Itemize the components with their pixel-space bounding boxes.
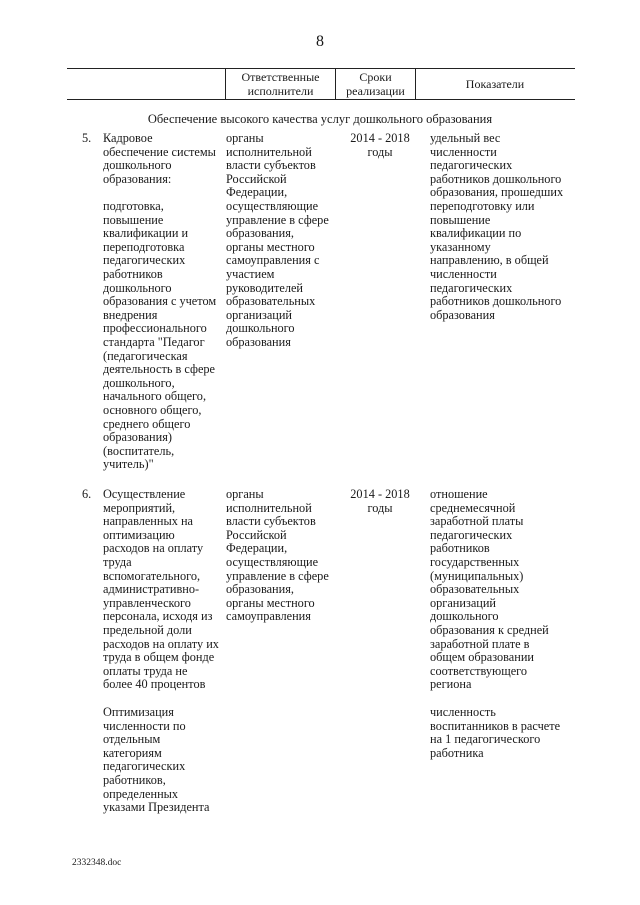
responsible-executors: органы исполнительной власти субъектов Российской Федерации, осуществляющие управление в сфере образования, органы местного самоуправления <box>226 487 329 624</box>
implementation-period: 2014 - 2018 годы <box>350 131 410 159</box>
header-responsible: Ответственные исполнители <box>241 70 320 98</box>
footer-filename: 2332348.doc <box>72 858 122 868</box>
measure-title: Осуществление мероприятий, направленных на оптимизацию расходов на оплату труда вспомогательного, административно- управленческого персонала, исходя из предельной доли расходов на оплату их труда в общем фонде оплаты труда не более 40 процентов <box>103 487 219 692</box>
page-number: 8 <box>316 33 324 50</box>
indicators: удельный вес численности педагогических работников дошкольного образования, прошедших переподготовку или повышение квалификации по указанному направлению, в общей численности педагогических работников дошкольного образования <box>430 131 564 322</box>
table-header-bottom-rule <box>67 99 575 100</box>
measure-title: Кадровое обеспечение системы дошкольного образования: <box>103 131 216 186</box>
table-top-rule <box>67 68 575 69</box>
row-number: 6. <box>82 487 92 501</box>
header-period: Сроки реализации <box>346 70 405 98</box>
indicators-extra: численность воспитанников в расчете на 1 педагогического работника <box>430 705 561 760</box>
indicators: отношение среднемесячной заработной платы педагогических работников государственных (муниципальных) образовательных организаций дошкольного образования к средней заработной плате в общем образовании соответствующего региона <box>430 487 549 692</box>
header-indicators: Показатели <box>465 77 525 91</box>
implementation-period: 2014 - 2018 годы <box>350 487 410 515</box>
measure-detail: подготовка, повышение квалификации и переподготовка педагогических работников дошкольного образования с учетом внедрения профессионального стандарта "Педагог (педагогическая деятельность в сфере дошкольного, начального общего, основного общего, среднего общего образования) (воспитатель, учитель)" <box>103 199 217 472</box>
row-number: 5. <box>82 131 92 145</box>
measure-detail: Оптимизация численности по отдельным категориям педагогических работников, определенных указами Президента <box>103 705 210 815</box>
section-title: Обеспечение высокого качества услуг дошкольного образования <box>147 112 493 126</box>
responsible-executors: органы исполнительной власти субъектов Российской Федерации, осуществляющие управление в сфере образования, органы местного самоуправления с участием руководителей образовательных организаций дошкольного образования <box>226 131 329 349</box>
